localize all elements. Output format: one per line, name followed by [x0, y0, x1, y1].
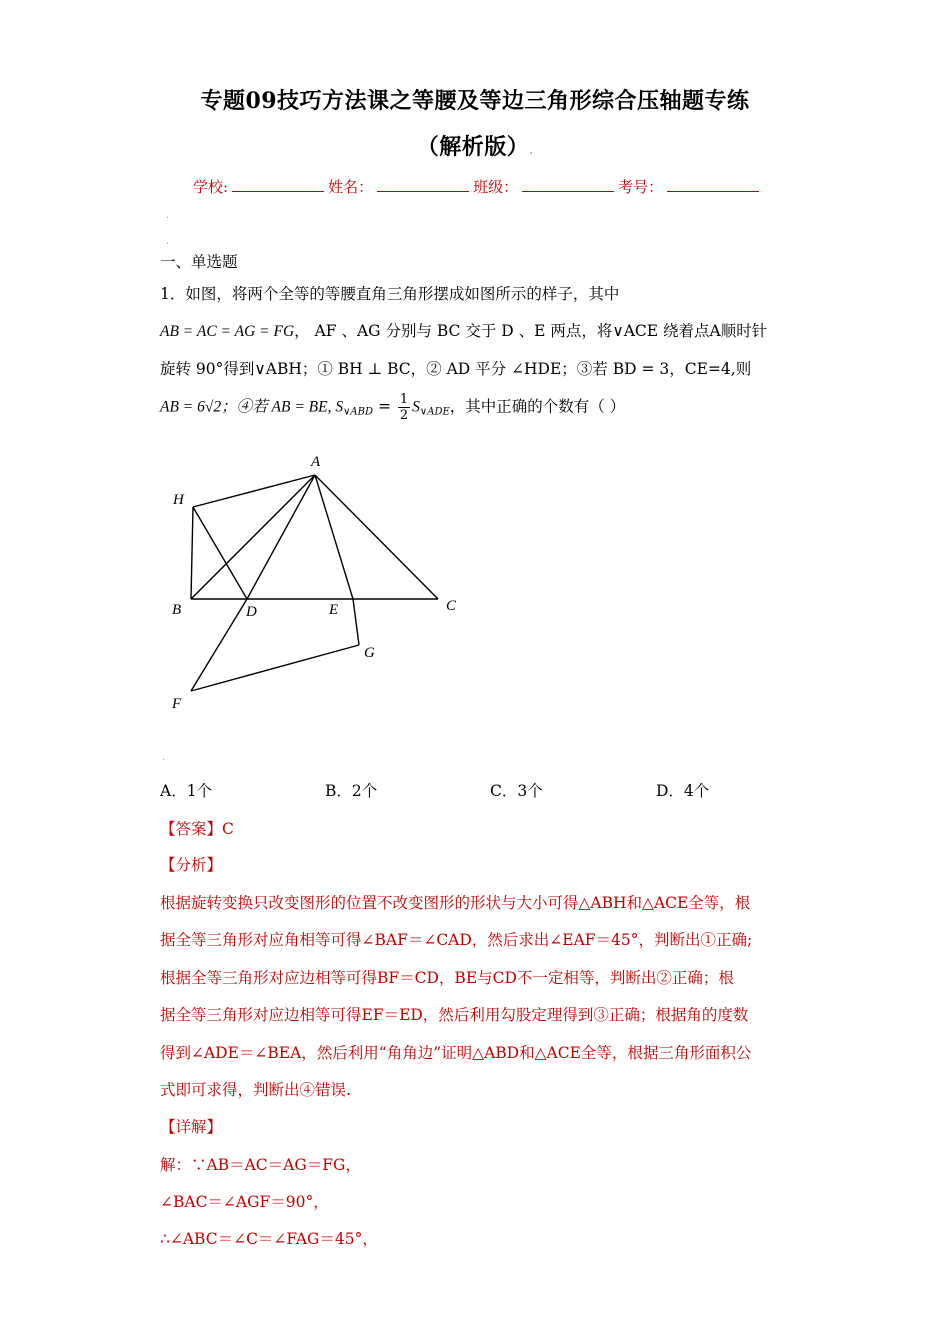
name-label: 姓名： [328, 178, 374, 196]
point-label-b: B [172, 602, 182, 618]
question-line-1: 1．如图，将两个全等的等腰直角三角形摆成如图所示的样子，其中 [160, 285, 620, 303]
analysis-line: 据全等三角形对应角相等可得∠BAF＝∠CAD，然后求出∠EAF＝45°，判断出①正确; [160, 931, 753, 949]
fraction-numerator: 1 [399, 392, 409, 407]
equals-sign: = [373, 397, 396, 416]
answer-row [160, 817, 234, 839]
title-line-2: （解析版） [416, 134, 530, 160]
area-subscript-ade: ∨ADE [419, 406, 450, 418]
answer-value: C [222, 820, 234, 838]
analysis-line: 据全等三角形对应边相等可得EF＝ED，然后利用勾股定理得到③正确；根据角的度数 [160, 1006, 749, 1024]
segment-hd [193, 507, 247, 599]
class-blank[interactable] [522, 177, 614, 192]
detail-line: ∴∠ABC＝∠C＝∠FAG＝45°， [160, 1230, 378, 1248]
analysis-label: 【分析】 [160, 856, 223, 874]
name-blank[interactable] [377, 177, 469, 192]
option-c[interactable]: C．3个 [490, 782, 543, 800]
point-label-a: A [311, 454, 321, 470]
figure-lines [191, 475, 438, 691]
page-subtitle: （解析版）. [416, 134, 534, 160]
segment-df [191, 599, 247, 691]
area-symbol: S [412, 398, 420, 416]
para-mark: . [162, 752, 166, 763]
option-a[interactable]: A．1个 [160, 782, 213, 800]
geometry-figure [160, 448, 480, 718]
point-label-e: E [329, 602, 339, 618]
class-label: 班级： [473, 178, 519, 196]
point-label-f: F [172, 696, 182, 712]
detail-label: 【详解】 [160, 1118, 223, 1136]
segment-eg [353, 599, 359, 645]
segment-ad [247, 475, 315, 599]
option-d[interactable]: D．4个 [656, 782, 710, 800]
para-mark: . [166, 210, 170, 221]
school-blank[interactable] [232, 177, 324, 192]
fraction-denominator: 2 [399, 408, 409, 423]
analysis-line: 根据全等三角形对应边相等可得BF＝CD，BE与CD不一定相等，判断出②正确；根 [160, 969, 734, 987]
segment-ab [191, 475, 315, 599]
para-mark: . [166, 236, 170, 247]
point-label-g: G [364, 645, 375, 661]
point-label-c: C [446, 598, 457, 614]
student-info-line [193, 176, 763, 197]
page-title [0, 84, 950, 115]
detail-line: ∠BAC＝∠AGF＝90°， [160, 1193, 329, 1211]
option-b[interactable]: B．2个 [325, 782, 378, 800]
figure-labels [171, 454, 457, 712]
title-line-1: 专题09技巧方法课之等腰及等边三角形综合压轴题专练 [200, 88, 750, 114]
segment-hb [191, 507, 193, 599]
exam-no-blank[interactable] [667, 177, 759, 192]
area-subscript-abd: ∨ABD [343, 406, 374, 418]
exam-no-label: 考号： [618, 178, 664, 196]
answer-label: 【答案】 [160, 820, 223, 838]
detail-line: 解：∵AB＝AC＝AG＝FG， [160, 1156, 361, 1174]
question-line-2 [160, 319, 767, 341]
fraction-one-half [398, 392, 410, 423]
question-equation: AB = AC = AG = FG [160, 323, 295, 340]
school-label: 学校: [193, 178, 229, 196]
question-line-4-math: AB = 6√2；④若 AB = BE, S [160, 398, 344, 416]
question-line-4-text: ，其中正确的个数有（ ） [449, 397, 626, 416]
analysis-line: 式即可求得，判断出④错误. [160, 1081, 351, 1099]
point-label-h: H [173, 492, 184, 508]
analysis-line: 得到∠ADE＝∠BEA，然后利用“角角边”证明△ABD和△ACE全等，根据三角形面积公 [160, 1044, 752, 1062]
question-line-2-text: ， AF 、AG 分别与 BC 交于 D 、E 两点，将∨ACE 绕着点A顺时针 [294, 322, 768, 340]
segment-fg [191, 645, 359, 691]
analysis-line: 根据旋转变换只改变图形的位置不改变图形的形状与大小可得△ABH和△ACE全等，根 [160, 894, 751, 912]
question-line-3: 旋转 90°得到∨ABH；① BH ⊥ BC，② AD 平分 ∠HDE；③若 BD = 3，CE=4,则 [160, 360, 752, 378]
question-line-4 [160, 392, 625, 423]
segment-ah [193, 475, 315, 507]
section-heading: 一、单选题 [160, 253, 238, 271]
point-label-d: D [246, 604, 257, 620]
